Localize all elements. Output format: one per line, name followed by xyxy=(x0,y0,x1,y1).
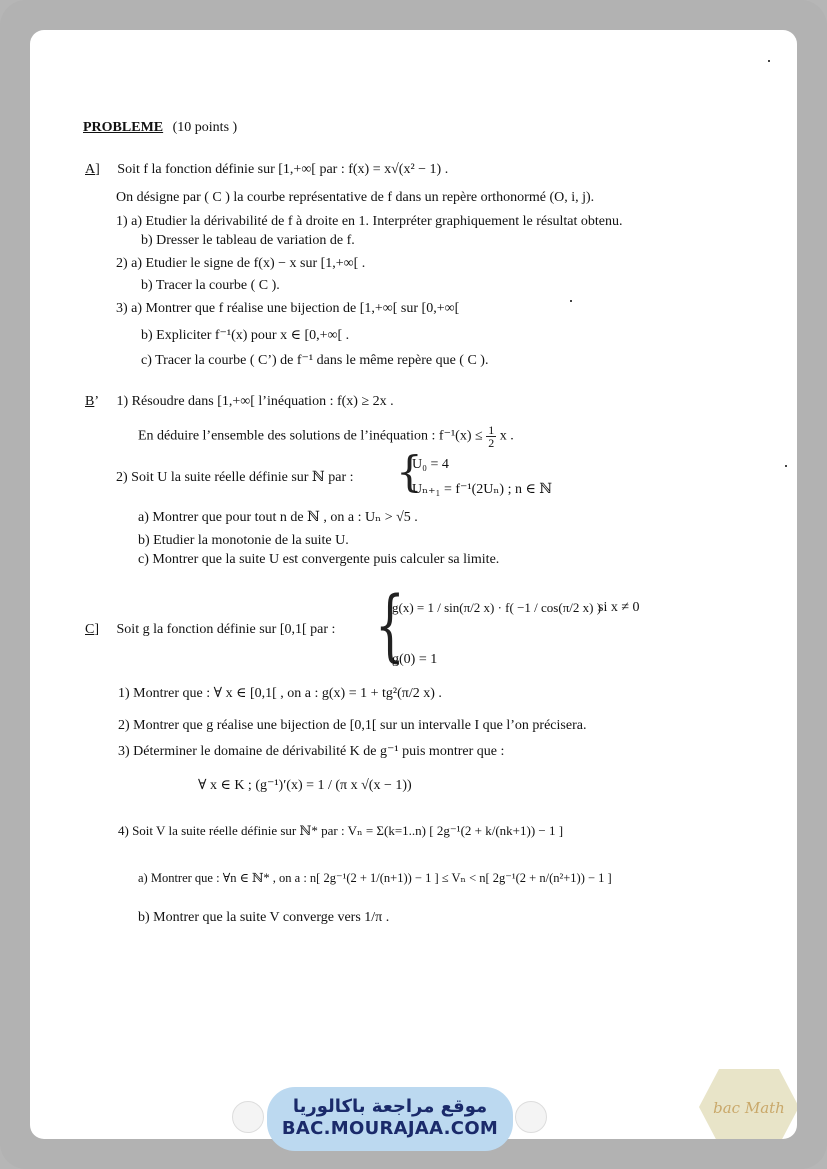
part-b-q1-deduce xyxy=(138,424,514,449)
part-b-label: B xyxy=(85,394,95,409)
part-c-q4: 4) Soit V la suite réelle définie sur ℕ* par : Vₙ = Σ(k=1..n) [ 2g⁻¹(2 + k/(nk+1)) − 1 ] xyxy=(118,823,564,838)
part-c-q4a: a) Montrer que : ∀n ∈ ℕ* , on a : n[ 2g⁻¹(2 + 1/(n+1)) − 1 ] ≤ Vₙ < n[ 2g⁻¹(2 + n/(n²+1)) − 1 ] xyxy=(138,871,612,885)
sequence-recurrence: Uₙ₊₁ = f⁻¹(2Uₙ) ; n ∈ ℕ xyxy=(412,482,553,497)
g-condition: si x ≠ 0 xyxy=(598,600,640,615)
part-c-q3-formula: ∀ x ∈ K ; (g⁻¹)′(x) = 1 / (π x √(x − 1)) xyxy=(198,778,412,793)
part-b-q1-line: B’ 1) Résoudre dans [1,+∞[ l’inéquation : f(x) ≥ 2x . xyxy=(85,394,394,409)
part-c-q4b: b) Montrer que la suite V converge vers 1/π . xyxy=(138,910,390,925)
g-definition: g(x) = 1 / sin(π/2 x) · f( −1 / cos(π/2 x) ) xyxy=(392,600,602,615)
problem-title: PROBLEME xyxy=(83,120,164,135)
scan-speck xyxy=(570,300,572,302)
part-c-intro: Soit g la fonction définie sur [0,1[ par : xyxy=(116,622,336,637)
part-a-q1b: b) Dresser le tableau de variation de f. xyxy=(141,233,355,248)
part-c-label: C xyxy=(85,622,95,637)
part-b-q2: 2) Soit U la suite réelle définie sur ℕ par : xyxy=(116,470,354,485)
part-b-q2a: a) Montrer que pour tout n de ℕ , on a : Uₙ > √5 . xyxy=(138,510,418,525)
scan-speck xyxy=(785,465,787,467)
part-a-intro: Soit f la fonction définie sur [1,+∞[ par : f(x) = x√(x² − 1) . xyxy=(117,162,449,177)
site-logo-icon xyxy=(515,1101,547,1133)
site-logo-icon xyxy=(232,1101,264,1133)
part-a-intro-line: A] Soit f la fonction définie sur [1,+∞[ par : f(x) = x√(x² − 1) . xyxy=(85,162,449,177)
part-a-curve: On désigne par ( C ) la courbe représentative de f dans un repère orthonormé (O, i, j). xyxy=(116,190,595,205)
badge-text: bac Math xyxy=(713,1099,785,1117)
site-brand-banner[interactable] xyxy=(267,1087,513,1151)
part-a-q2b: b) Tracer la courbe ( C ). xyxy=(141,278,280,293)
part-a-q2a: 2) a) Etudier le signe de f(x) − x sur [1,+∞[ . xyxy=(116,256,366,271)
part-b-q2b: b) Etudier la monotonie de la suite U. xyxy=(138,533,349,548)
part-b-deduce-end: x . xyxy=(499,428,514,444)
part-c-intro-line: C] Soit g la fonction définie sur [0,1[ par : xyxy=(85,622,336,637)
brand-arabic: موقع مراجعة باكالوريا xyxy=(292,1096,488,1117)
part-a-q3a: 3) a) Montrer que f réalise une bijection de [1,+∞[ sur [0,+∞[ xyxy=(116,301,460,316)
system-brace: { xyxy=(396,447,423,496)
sequence-u0: U₀ = 4 xyxy=(412,457,449,472)
part-b-deduce-text: En déduire l’ensemble des solutions de l’inéquation : f⁻¹(x) ≤ xyxy=(138,428,483,444)
part-b-q1: 1) Résoudre dans [1,+∞[ l’inéquation : f(x) ≥ 2x . xyxy=(116,394,394,409)
part-a-q3b: b) Expliciter f⁻¹(x) pour x ∈ [0,+∞[ . xyxy=(141,328,350,343)
definition-brace: { xyxy=(375,581,405,671)
part-b-q2c: c) Montrer que la suite U est convergente puis calculer sa limite. xyxy=(138,552,500,567)
fraction-denominator: 2 xyxy=(488,436,495,450)
problem-points: (10 points ) xyxy=(172,120,238,135)
part-c-q3: 3) Déterminer le domaine de dérivabilité K de g⁻¹ puis montrer que : xyxy=(118,744,505,759)
scan-speck xyxy=(768,60,770,62)
g-at-zero: g(0) = 1 xyxy=(392,652,438,667)
part-c-q1: 1) Montrer que : ∀ x ∈ [0,1[ , on a : g(x) = 1 + tg²(π/2 x) . xyxy=(118,686,442,701)
bac-math-badge xyxy=(697,1067,797,1139)
half-fraction xyxy=(486,424,496,449)
exam-sheet xyxy=(30,30,797,1139)
fraction-numerator: 1 xyxy=(488,423,495,437)
part-a-label: A xyxy=(85,162,96,177)
problem-heading xyxy=(83,120,237,136)
brand-site[interactable]: BAC.MOURAJAA.COM xyxy=(281,1118,499,1139)
part-a-q1a: 1) a) Etudier la dérivabilité de f à droite en 1. Interpréter graphiquement le résultat obtenu. xyxy=(116,214,623,229)
part-a-q3c: c) Tracer la courbe ( C’) de f⁻¹ dans le même repère que ( C ). xyxy=(141,353,489,368)
part-c-q2: 2) Montrer que g réalise une bijection de [0,1[ sur un intervalle I que l’on précisera. xyxy=(118,718,587,733)
